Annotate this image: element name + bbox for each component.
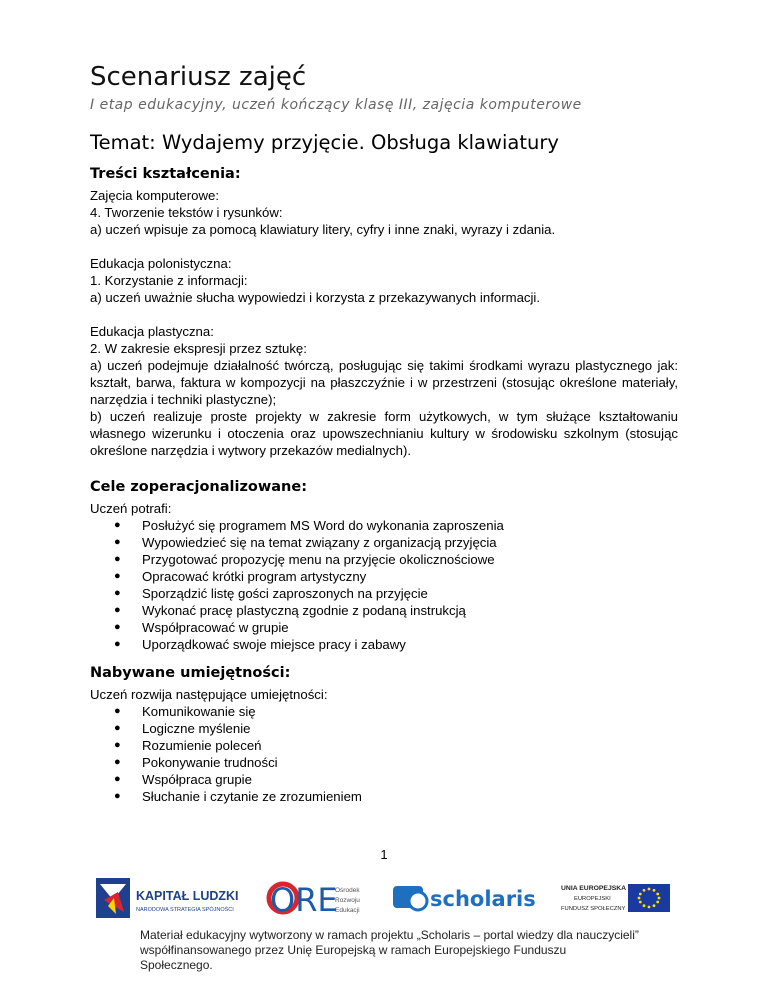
tresci-line: 2. W zakresie ekspresji przez sztukę: (90, 341, 307, 356)
umiejetnosci-intro: Uczeń rozwija następujące umiejętności: (90, 687, 328, 702)
cele-intro: Uczeń potrafi: (90, 501, 172, 516)
eu-line3: FUNDUSZ SPOŁECZNY (561, 906, 626, 912)
tresci-paragraph: b) uczeń realizuje proste projekty w zakresie form użytkowych, w tym służące kształtowaniu własnego wizerunku i otoczenia oraz upowszechnianiu kultury w środowisku szkolnym (stosując określone narzędzia i wytwory przekazów medialnych). (90, 409, 678, 458)
section-umiejetnosci (90, 665, 678, 805)
list-item: ● Komunikowanie się (114, 703, 678, 720)
section-heading-cele: Cele zoperacjonalizowane: (90, 479, 307, 495)
list-item: ● Wypowiedzieć się na temat związany z organizacją przyjęcia (114, 534, 678, 551)
cele-list (90, 517, 678, 653)
tresci-line: Edukacja plastyczna: (90, 324, 214, 339)
ore-line3: Edukacji (335, 907, 360, 914)
section-heading-tresci: Treści kształcenia: (90, 166, 241, 182)
eu-line1: UNIA EUROPEJSKA (561, 885, 627, 892)
footer-line2: współfinansowanego przez Unię Europejską w ramach Europejskiego Funduszu Społecznego. (140, 943, 567, 972)
list-item: ● Sporządzić listę gości zaproszonych na przyjęcie (114, 585, 678, 602)
list-item: ● Pokonywanie trudności (114, 754, 678, 771)
lesson-topic: Temat: Wydajemy przyjęcie. Obsługa klawiatury (90, 131, 559, 154)
scholaris-magnifier-icon (409, 892, 427, 910)
eu-line2: EUROPEJSKI (574, 896, 611, 902)
page-subtitle: I etap edukacyjny, uczeń kończący klasę III, zajęcia komputerowe (90, 97, 582, 113)
ore-text: ORE (270, 881, 338, 919)
list-item: ● Logiczne myślenie (114, 720, 678, 737)
list-item: ● Rozumienie poleceń (114, 737, 678, 754)
list-item: ● Wykonać pracę plastyczną zgodnie z podaną instrukcją (114, 602, 678, 619)
footer (140, 928, 640, 973)
scholaris-text: scholaris (430, 887, 536, 911)
ore-line2: Rozwoju (335, 897, 360, 904)
tresci-paragraph: a) uczeń podejmuje działalność twórczą, posługując się takimi środkami wyrazu plastycznego jak: kształt, barwa, faktura w kompozycji na płaszczyźnie i w przestrzeni (stosując określone materiały, narzędzia i techniki plastyczne); (90, 358, 678, 407)
kl-line1: KAPITAŁ LUDZKI (136, 889, 239, 903)
section-cele (90, 479, 678, 653)
list-item: ● Posłużyć się programem MS Word do wykonania zaproszenia (114, 517, 678, 534)
list-item: ● Słuchanie i czytanie ze zrozumieniem (114, 788, 678, 805)
section-heading-umiejetnosci: Nabywane umiejętności: (90, 665, 291, 681)
umiejetnosci-list (90, 703, 678, 805)
section-tresci (90, 166, 678, 459)
list-item: ● Uporządkować swoje miejsce pracy i zabawy (114, 636, 678, 653)
tresci-line: a) uczeń wpisuje za pomocą klawiatury litery, cyfry i inne znaki, wyrazy i zdania. (90, 222, 556, 237)
page-title: Scenariusz zajęć (90, 62, 307, 92)
tresci-line: 1. Korzystanie z informacji: (90, 273, 248, 288)
tresci-line: a) uczeń uważnie słucha wypowiedzi i korzysta z przekazywanych informacji. (90, 290, 541, 305)
ore-logo (269, 881, 360, 919)
list-item: ● Przygotować propozycję menu na przyjęcie okolicznościowe (114, 551, 678, 568)
logos-strip (0, 870, 768, 930)
kapital-ludzki-logo (96, 878, 239, 918)
tresci-line: 4. Tworzenie tekstów i rysunków: (90, 205, 283, 220)
footer-line1: Materiał edukacyjny wytworzony w ramach projektu „Scholaris – portal wiedzy dla nauczycieli” (140, 928, 639, 942)
tresci-line: Zajęcia komputerowe: (90, 188, 220, 203)
tresci-line: Edukacja polonistyczna: (90, 256, 232, 271)
eu-logo (561, 884, 670, 912)
list-item: ● Opracować krótki program artystyczny (114, 568, 678, 585)
kl-line2: NARODOWA STRATEGIA SPÓJNOŚCI (136, 907, 234, 913)
list-item: ● Współpraca grupie (114, 771, 678, 788)
ore-line1: Ośrodek (335, 887, 360, 894)
list-item: ● Współpracować w grupie (114, 619, 678, 636)
page-number: 1 (380, 847, 388, 862)
scholaris-logo (393, 886, 536, 911)
